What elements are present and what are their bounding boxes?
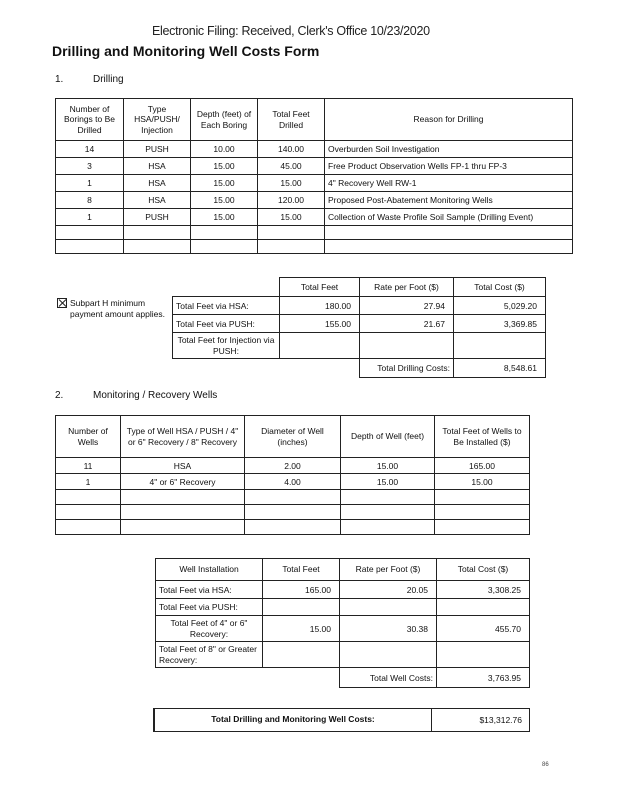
grand-total [153,708,530,732]
table-row [156,599,530,616]
table-cell: HSA [124,192,191,209]
table-cell: HSA [124,158,191,175]
table-cell [263,599,340,616]
row-label: Total Feet of 8" or Greater Recovery: [156,642,263,668]
row-label: Total Feet for Injection via PUSH: [173,333,280,359]
table-cell: 3 [56,158,124,175]
section-1-title: Drilling [93,74,124,85]
table-row [56,458,530,474]
table-cell: 15.00 [191,158,258,175]
drilling-table-header [56,99,573,141]
table-cell: Proposed Post-Abatement Monitoring Wells [325,192,573,209]
table-cell: 3,308.25 [437,581,530,599]
table-cell: 15.00 [341,474,435,490]
table-cell: 15.00 [258,175,325,192]
table-cell: 165.00 [263,581,340,599]
drilling-table [55,98,573,254]
table-cell: Overburden Soil Investigation [325,141,573,158]
column-header: Depth (feet) of Each Boring [191,99,258,141]
column-header: Type of Well HSA / PUSH / 4" or 6" Recovery / 8" Recovery [121,416,245,458]
column-header: Depth of Well (feet) [341,416,435,458]
column-header: Total Feet Drilled [258,99,325,141]
column-header: Rate per Foot ($) [360,278,454,297]
table-cell: 15.00 [191,192,258,209]
column-header: Total Feet [263,559,340,581]
table-cell: 180.00 [280,297,360,315]
table-cell [280,333,360,359]
wells-table [55,415,530,535]
table-cell: HSA [121,458,245,474]
section-2-number: 2. [55,390,64,401]
table-row [173,333,546,359]
column-header: Well Installation [156,559,263,581]
table-cell: PUSH [124,141,191,158]
table-cell: 15.00 [435,474,530,490]
table-cell: 8 [56,192,124,209]
column-header: Total Cost ($) [437,559,530,581]
column-header: Rate per Foot ($) [340,559,437,581]
row-label: Total Feet via HSA: [156,581,263,599]
total-value: 8,548.61 [454,359,546,378]
subpart-h-note [57,298,170,320]
table-row [156,616,530,642]
cost-table-header [156,559,530,581]
table-row [56,474,530,490]
table-cell: 20.05 [340,581,437,599]
table-cell [437,642,530,668]
table-cell: 21.67 [360,315,454,333]
section-2-title: Monitoring / Recovery Wells [93,390,218,401]
table-cell: HSA [124,175,191,192]
table-cell: 4.00 [245,474,341,490]
table-row [56,209,573,226]
table-cell: 15.00 [191,209,258,226]
filing-stamp: Electronic Filing: Received, Clerk's Office 10/23/2020 [152,24,430,38]
total-label: Total Drilling Costs: [360,359,454,378]
table-cell: 15.00 [258,209,325,226]
total-row [173,359,546,378]
table-cell: 10.00 [191,141,258,158]
grand-total-value: $13,312.76 [479,715,522,725]
table-cell: PUSH [124,209,191,226]
table-cell: 15.00 [341,458,435,474]
table-cell: 2.00 [245,458,341,474]
total-value: 3,763.95 [437,668,530,688]
table-cell [340,642,437,668]
row-label: Total Feet via HSA: [173,297,280,315]
total-row [156,668,530,688]
table-row [56,158,573,175]
row-label: Total Feet via PUSH: [156,599,263,616]
table-row [56,175,573,192]
total-label: Total Well Costs: [340,668,437,688]
table-cell: 1 [56,209,124,226]
column-header: Total Feet [280,278,360,297]
cost-table-header [173,278,546,297]
table-cell: 165.00 [435,458,530,474]
column-header: Type HSA/PUSH/ Injection [124,99,191,141]
table-cell: 1 [56,175,124,192]
table-cell: 27.94 [360,297,454,315]
table-row [56,192,573,209]
row-label: Total Feet via PUSH: [173,315,280,333]
column-header: Reason for Drilling [325,99,573,141]
table-cell [340,599,437,616]
drilling-cost-table [172,277,546,378]
row-label: Total Feet of 4" or 6" Recovery: [156,616,263,642]
table-cell: 14 [56,141,124,158]
table-row-empty [56,490,530,505]
column-header: Number of Borings to Be Drilled [56,99,124,141]
table-cell: Free Product Observation Wells FP-1 thru FP-3 [325,158,573,175]
grand-total-label: Total Drilling and Monitoring Well Costs: [211,714,375,724]
table-cell: 4" or 6" Recovery [121,474,245,490]
table-cell: 15.00 [191,175,258,192]
table-cell: 120.00 [258,192,325,209]
table-cell [360,333,454,359]
table-row-empty [56,240,573,254]
table-cell: 4" Recovery Well RW-1 [325,175,573,192]
section-1-heading [55,74,355,88]
table-row-empty [56,520,530,535]
column-header: Total Feet of Wells to Be Installed ($) [435,416,530,458]
table-row [56,141,573,158]
table-cell: 140.00 [258,141,325,158]
subpart-h-checkbox[interactable] [57,298,67,308]
table-row [173,297,546,315]
well-cost-table [155,558,530,688]
page-mark: 86 [542,762,549,768]
table-cell: 30.38 [340,616,437,642]
table-cell: 1 [56,474,121,490]
table-cell: 3,369.85 [454,315,546,333]
table-cell: 5,029.20 [454,297,546,315]
table-row [156,642,530,668]
table-cell: 15.00 [263,616,340,642]
table-cell: 45.00 [258,158,325,175]
table-row [156,581,530,599]
table-cell: Collection of Waste Profile Soil Sample (Drilling Event) [325,209,573,226]
table-cell: 455.70 [437,616,530,642]
table-cell: 155.00 [280,315,360,333]
section-2-heading [55,390,355,404]
column-header: Total Cost ($) [454,278,546,297]
table-row [173,315,546,333]
table-cell [263,642,340,668]
column-header: Number of Wells [56,416,121,458]
table-cell: 11 [56,458,121,474]
form-title: Drilling and Monitoring Well Costs Form [52,43,320,59]
table-cell [437,599,530,616]
section-1-number: 1. [55,74,64,85]
table-row-empty [56,226,573,240]
table-cell [454,333,546,359]
column-header: Diameter of Well (inches) [245,416,341,458]
subpart-h-text: Subpart H minimum payment amount applies. [70,298,165,319]
table-row-empty [56,505,530,520]
wells-table-header [56,416,530,458]
